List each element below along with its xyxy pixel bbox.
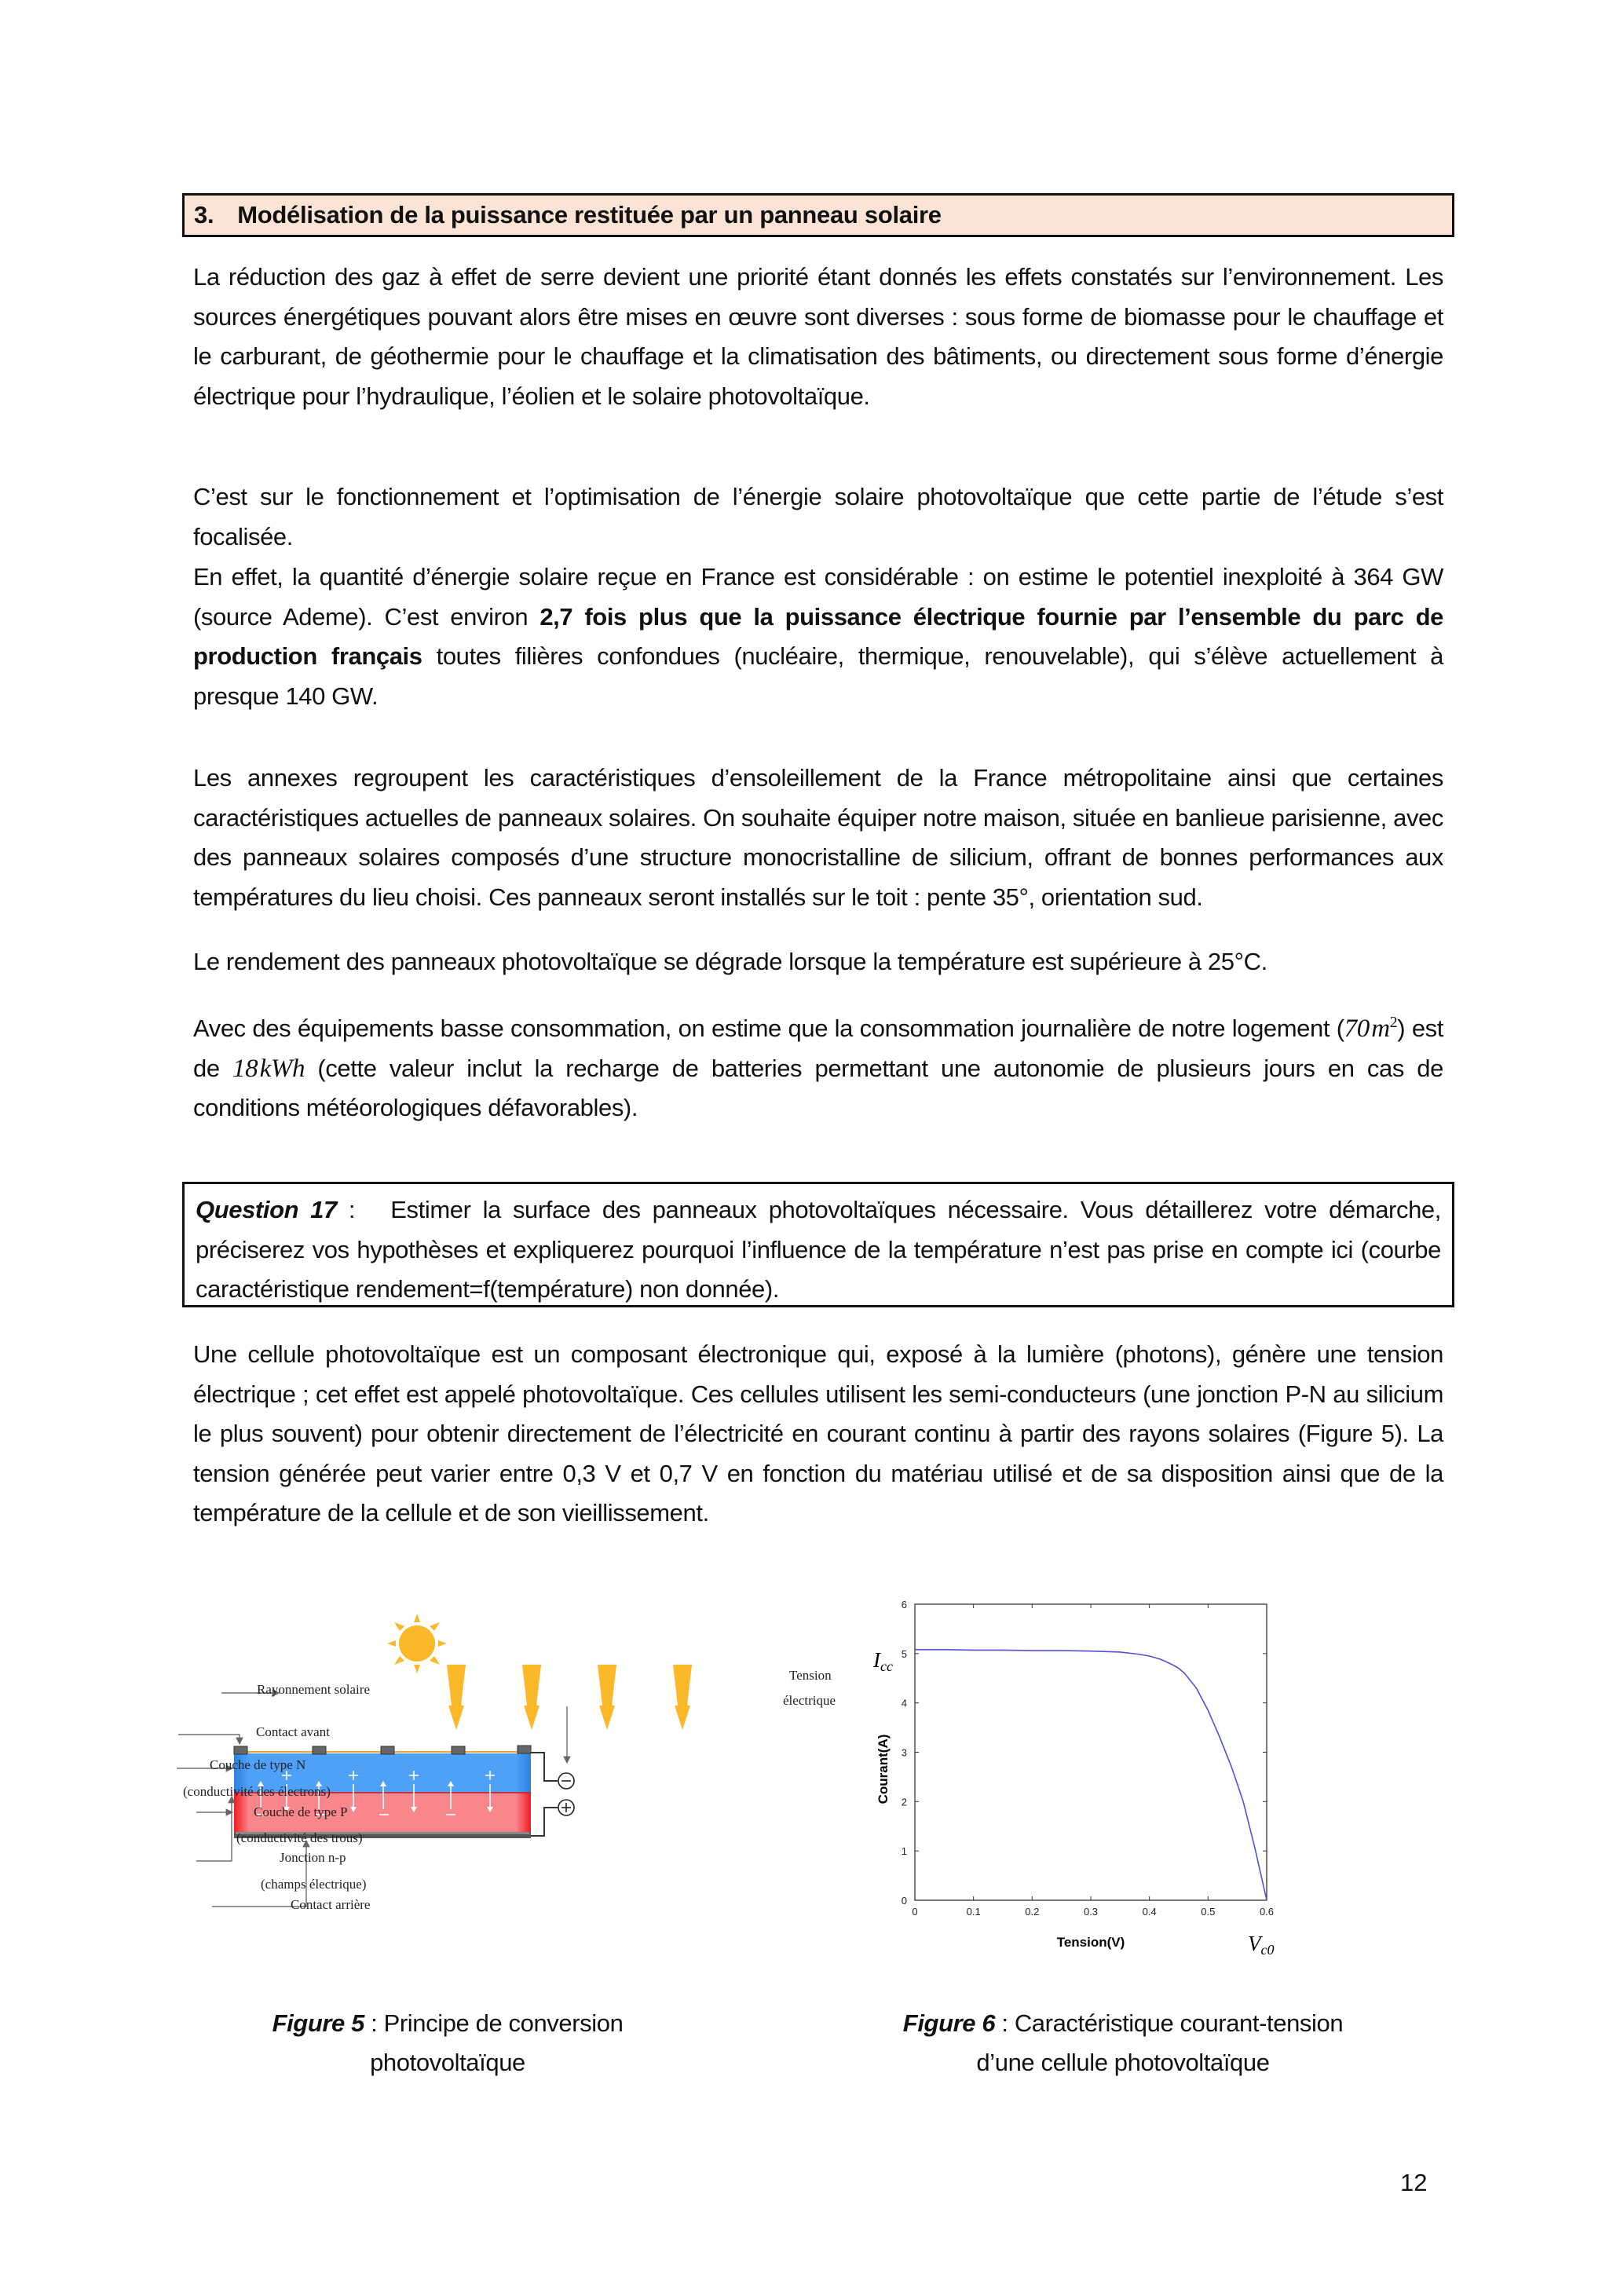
svg-text:0: 0 — [901, 1895, 907, 1907]
negative-terminal-icon — [558, 1773, 574, 1789]
svg-text:0.3: 0.3 — [1083, 1906, 1099, 1918]
svg-text:3: 3 — [901, 1746, 907, 1759]
area-math — [1344, 1015, 1398, 1043]
svg-text:0.5: 0.5 — [1201, 1906, 1216, 1918]
consumption-text-3: (cette valeur inclut la recharge de batteries permettant une autonomie de plusieurs jours en cas de conditions météorologiques défavorables). — [193, 1054, 1443, 1121]
label-couche-n: Couche de type N — [210, 1757, 306, 1772]
paragraph-potential-text-2: toutes filières confondues (nucléaire, thermique, renouvelable), qui s’élève actuellement à presque 140 GW. — [193, 642, 1443, 710]
label-tension-2: électrique — [783, 1693, 836, 1708]
svg-text:5: 5 — [901, 1647, 907, 1660]
x-axis-label: Tension(V) — [1056, 1935, 1125, 1950]
consumption-text-1: Avec des équipements basse consommation, on estime que la consommation journalière de notre logement ( — [193, 1015, 1344, 1042]
energy-math — [232, 1055, 305, 1083]
label-couche-p-sub: (conductivité des trous) — [236, 1830, 363, 1845]
question-label: Question 17 — [196, 1196, 337, 1223]
section-header — [182, 193, 1454, 237]
label-couche-n-sub: (conductivité des électrons) — [183, 1784, 331, 1799]
figure-5-caption — [236, 2004, 660, 2082]
sun-icon — [387, 1614, 447, 1673]
paragraph-temperature: Le rendement des panneaux photovoltaïque se dégrade lorsque la température est supérieure à 25°C. — [193, 948, 1267, 975]
iv-curve-line — [915, 1650, 1267, 1900]
label-tension-1: Tension — [789, 1668, 832, 1683]
area-exponent: 2 — [1389, 1014, 1398, 1031]
paragraph-potential-bold: 2,7 fois plus que la puissance électrique fournie par l’ensemble du parc de production français — [193, 602, 1443, 670]
paragraph-consumption — [193, 1003, 1443, 1128]
svg-text:0.1: 0.1 — [966, 1906, 981, 1918]
section-title: Modélisation de la puissance restituée par un panneau solaire — [237, 201, 942, 229]
label-couche-p: Couche de type P — [254, 1804, 348, 1819]
paragraph-potential — [193, 558, 1443, 716]
svg-text:2: 2 — [901, 1796, 907, 1808]
figure-6-label: Figure 6 — [902, 2009, 996, 2037]
figure-5-caption-line-1: Principe de conversion — [383, 2009, 624, 2037]
svg-text:0.2: 0.2 — [1025, 1906, 1040, 1918]
figure-5-label: Figure 5 — [272, 2009, 364, 2037]
section-number: 3. — [194, 201, 214, 229]
vco-annotation: Vc0 — [1248, 1932, 1275, 1958]
question-text: Estimer la surface des panneaux photovoltaïques nécessaire. Vous détaillerez votre démarche, préciserez vos hypothèses et expliquerez pourquoi l’influence de la température n’est pas prise en compte ici (courbe caractéristique rendement=f(température) non donnée). — [196, 1196, 1441, 1303]
figure-6-caption — [864, 2004, 1382, 2082]
iv-curve-chart — [872, 1586, 1437, 1963]
paragraph-cell: Une cellule photovoltaïque est un composant électronique qui, exposé à la lumière (photons), génère une tension électrique ; cet effet est appelé photovoltaïque. Ces cellules utilisent les semi-conducteurs (une jonction P-N au silicium le plus souvent) pour obtenir directement de l’électricité en courant continu à partir des rayons solaires (Figure 5). La tension générée peut varier entre 0,3 V et 0,7 V en fonction du matériau utilisé et de sa disposition ainsi que de la température de la cellule et de son vieillissement. — [193, 1340, 1443, 1526]
figure-5-caption-line-2: photovoltaïque — [370, 2049, 525, 2076]
energy-unit: kWh — [259, 1054, 305, 1083]
svg-text:4: 4 — [901, 1697, 907, 1709]
svg-text:0.4: 0.4 — [1142, 1906, 1157, 1918]
paragraph-potential-text-1: En effet, la quantité d’énergie solaire reçue en France est considérable : on estime le potentiel inexploité à 364 GW (source Ademe). C’est environ — [193, 563, 1443, 631]
label-jonction-sub: (champs électrique) — [261, 1877, 367, 1892]
label-contact-avant: Contact avant — [256, 1724, 330, 1739]
page-number: 12 — [1400, 2169, 1428, 2196]
sun-ray-arrows — [447, 1665, 692, 1730]
svg-text:0.6: 0.6 — [1259, 1906, 1275, 1918]
question-box — [182, 1182, 1454, 1307]
paragraph-focus: C’est sur le fonctionnement et l’optimisation de l’énergie solaire photovoltaïque que cette partie de l’étude s’est focalisée. — [193, 483, 1443, 550]
front-contacts — [234, 1746, 531, 1754]
figure-6-caption-line-1: Caractéristique courant-tension — [1014, 2009, 1344, 2037]
figure-5-sep: : — [364, 2009, 384, 2037]
energy-value: 18 — [232, 1054, 258, 1083]
figure-6-sep: : — [995, 2009, 1015, 2037]
svg-text:6: 6 — [901, 1599, 907, 1610]
svg-text:0: 0 — [912, 1906, 918, 1918]
label-rayonnement: Rayonnement solaire — [257, 1682, 370, 1697]
consumption-text-2: ) est de — [193, 1015, 1443, 1082]
figure-5-diagram — [177, 1602, 868, 1932]
positive-terminal-icon — [558, 1800, 574, 1815]
icc-annotation: Icc — [873, 1648, 893, 1674]
chart-axes — [902, 1599, 1274, 1918]
paragraph-annexes: Les annexes regroupent les caractéristiques d’ensoleillement de la France métropolitaine ainsi que certaines caractéristiques actuelles de panneaux solaires. On souhaite équiper notre maison, située en banlieue parisienne, avec des panneaux solaires composés d’une structure monocristalline de silicium, offrant de bonnes performances aux températures du lieu choisi. Ces panneaux seront installés sur le toit : pente 35°, orientation sud. — [193, 764, 1443, 911]
area-value: 70 — [1344, 1015, 1370, 1043]
label-jonction: Jonction n-p — [280, 1850, 346, 1865]
label-contact-arriere: Contact arrière — [291, 1897, 371, 1912]
svg-text:1: 1 — [901, 1845, 907, 1858]
y-axis-label: Courant(A) — [876, 1734, 891, 1804]
question-separator: : — [336, 1196, 391, 1223]
paragraph-intro: La réduction des gaz à effet de serre devient une priorité étant donnés les effets constatés sur l’environnement. Les sources énergétiques pouvant alors être mises en œuvre sont diverses : sous forme de biomasse pour le chauffage et le carburant, de géothermie pour le chauffage et la climatisation des bâtiments, ou directement sous forme d’énergie électrique pour l’hydraulique, l’éolien et le solaire photovoltaïque. — [193, 263, 1443, 410]
figure-6-chart — [872, 1586, 1437, 1963]
figure-6-caption-line-2: d’une cellule photovoltaïque — [976, 2049, 1270, 2076]
area-unit: m — [1371, 1015, 1390, 1043]
